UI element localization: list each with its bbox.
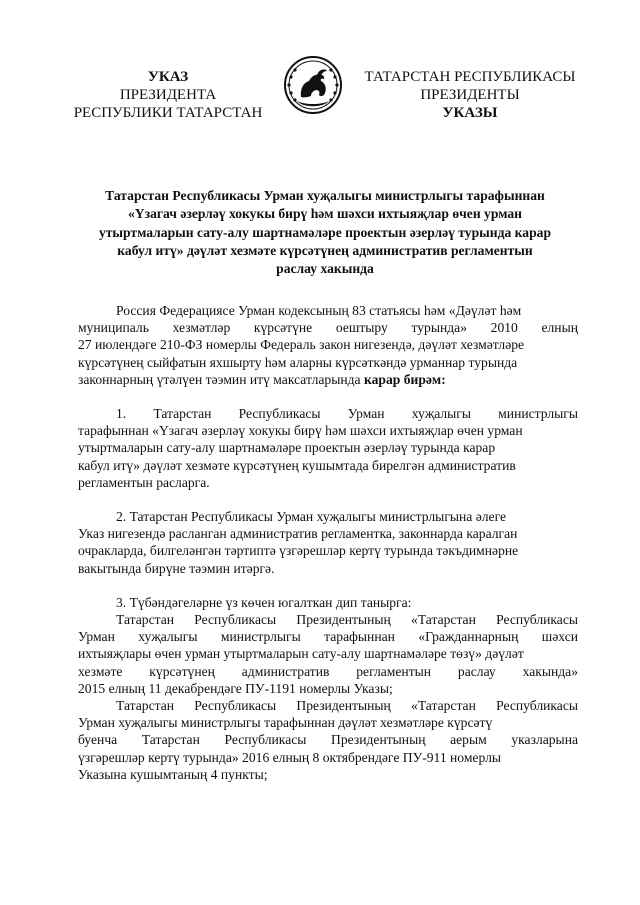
item-3b-line: Татарстан Республикасы Президентының «Татарстан Республикасы [116, 698, 578, 714]
intro-line: муниципаль хезмәтләр күрсәтүне оештыру турында» 2010 елның [78, 320, 578, 336]
title-line: раслау хакында [276, 261, 374, 277]
item-3-paragraph [78, 594, 578, 783]
item-3b-line: үзгәрешләр кертү турында» 2016 елның 8 октябрендәге ПУ-911 номерлы [78, 749, 501, 765]
item-3a-line: Татарстан Республикасы Президентының «Татарстан Республикасы [116, 612, 578, 628]
intro-line: Россия Федерациясе Урман кодексының 83 статьясы һәм «Дәүләт һәм [116, 303, 522, 318]
item-2-line: Указ нигезендә расланган административ регламентка, законнарда каралган [78, 526, 518, 542]
intro-last-line [78, 371, 578, 388]
item-3a-line: Урман хуҗалыгы министрлыгы тарафыннан «Гражданнарның шәхси [78, 629, 578, 645]
decree-phrase: карар бирәм: [363, 371, 446, 387]
header-left-line-1: УКАЗ [147, 69, 189, 85]
item-1-line: тарафыннан «Үзагач әзерләү хокукы бирү һәм шәхси ихтыяҗлар өчен урман [78, 423, 523, 439]
item-1-line: кабул итү» дәүләт хезмәте күрсәтүнең кушымтада бирелгән административ [78, 457, 516, 473]
item-2-line: вакытында бирүне тәэмин итәргә. [78, 560, 275, 576]
item-3a-line: ихтыяҗлары өчен урман утыртмаларын сату-алу шартнамәләре төзү» дәүләт [78, 646, 524, 662]
item-1-paragraph [78, 405, 578, 491]
intro-last-text: законнарның үтәлүен тәэмин итү максатларында [78, 371, 361, 387]
item-1-line: 1. Татарстан Республикасы Урман хуҗалыгы министрлыгы [116, 406, 578, 422]
item-3a-line: хезмәте күрсәтүнең административ регламентын раслау хакында» [78, 663, 578, 679]
tatarstan-emblem-icon [283, 55, 343, 115]
header-left-line-2: ПРЕЗИДЕНТА [119, 87, 217, 103]
intro-line: 27 июлендәге 210-ФЗ номерлы Федераль закон нигезендә, дәүләт хезмәтләре [78, 337, 525, 353]
item-3b-line: Указына кушымтаның 4 пункты; [78, 766, 268, 782]
item-3-heading: 3. Түбәндәгеләрне үз көчен югалткан дип танырга: [116, 594, 412, 610]
item-2-line: 2. Татарстан Республикасы Урман хуҗалыгы министрлыгына әлеге [116, 509, 507, 525]
item-3b-line: Урман хуҗалыгы министрлыгы тарафыннан дәүләт хезмәтләре күрсәтү [78, 715, 493, 731]
title-line: Татарстан Республикасы Урман хуҗалыгы министрлыгы тарафыннан [105, 188, 545, 203]
intro-paragraph [78, 302, 578, 388]
document-title [70, 187, 580, 278]
item-3a-line: 2015 елның 11 декабрендәге ПУ-1191 номерлы Указы; [78, 680, 393, 696]
title-line: «Үзагач әзерләү хокукы бирү һәм шәхси ихтыяҗлар өчен урман [128, 206, 522, 222]
header-right [360, 68, 580, 122]
item-3b-line: буенча Татарстан Республикасы Президентының аерым указларына [78, 732, 578, 748]
title-line: утыртмаларын сату-алу шартнамәләре проектын әзерләү турында карар [98, 224, 552, 240]
item-2-line: очракларда, билгеләнгән тәртиптә үзгәрешләр кертү турында тәкъдимнәрне [78, 543, 519, 559]
title-line: кабул итү» дәүләт хезмәте күрсәтүнең административ регламентын [117, 242, 533, 258]
item-2-paragraph [78, 508, 578, 577]
item-1-line: утыртмаларын сату-алу шартнамәләре проектын әзерләү турында карар [78, 440, 496, 456]
item-1-line: регламентын расларга. [78, 474, 210, 490]
header-right-line-3: УКАЗЫ [442, 105, 498, 121]
header-right-line-2: ПРЕЗИДЕНТЫ [420, 87, 520, 103]
header-left [68, 68, 268, 122]
intro-line: күрсәтүнең сыйфатын яхшырту һәм аларны күрсәткәндә урманнар турында [78, 354, 518, 370]
header-left-line-3: РЕСПУБЛИКИ ТАТАРСТАН [73, 105, 263, 121]
header-right-line-1: ТАТАРСТАН РЕСПУБЛИКАСЫ [364, 69, 576, 85]
document-body [78, 302, 578, 783]
